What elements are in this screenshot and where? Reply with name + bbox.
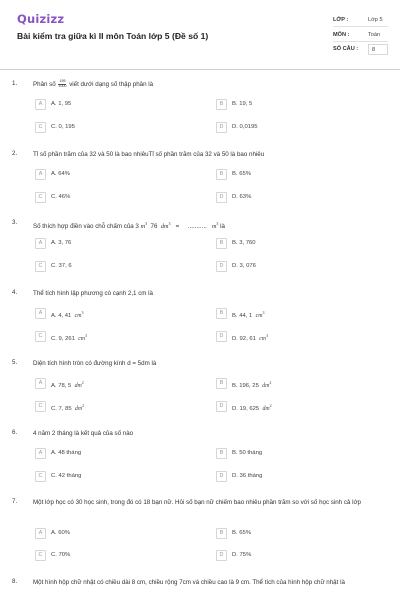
meta-value: 8 <box>368 44 388 55</box>
option-letter-badge: A <box>35 528 46 539</box>
option-a[interactable] <box>35 99 195 110</box>
option-text: C. 37, 6 <box>51 263 72 269</box>
option-letter-badge: D <box>216 331 227 342</box>
meta-subject <box>333 29 388 42</box>
option-a[interactable] <box>35 238 195 249</box>
option-letter-badge: C <box>35 192 46 203</box>
option-a[interactable] <box>35 448 195 459</box>
option-c[interactable] <box>35 331 195 342</box>
option-c[interactable] <box>35 192 195 203</box>
option-letter-badge: D <box>216 401 227 412</box>
option-text: D. 36 tháng <box>232 473 263 479</box>
option-letter-badge: D <box>216 122 227 133</box>
option-text: D. 0,0195 <box>232 124 258 130</box>
option-letter-badge: C <box>35 122 46 133</box>
option-text: A. 64% <box>51 171 70 177</box>
worksheet-header <box>0 0 400 66</box>
question-text: Một lớp học có 30 học sinh, trong đó có 18 bạn nữ. Hỏi số bạn nữ chiếm bao nhiêu phần trăm so với số học sinh cả lớp <box>33 499 361 506</box>
option-text: C. 70% <box>51 552 71 558</box>
option-text: B. 65% <box>232 530 251 536</box>
question-number: 4. <box>12 289 18 296</box>
unit-label: $cm^3$ <box>255 310 265 319</box>
unit-label: $dm^2$ <box>74 380 84 389</box>
option-text: D. 3, 076 <box>232 263 256 269</box>
option-letter-badge: C <box>35 331 46 342</box>
option-text: C. 9, 261 $cm^3$ <box>51 333 88 342</box>
option-text: B. 44, 1 $cm^3$ <box>232 310 265 319</box>
option-c[interactable] <box>35 550 195 561</box>
option-text: A. 4, 41 $cm^3$ <box>51 310 84 319</box>
question-number: 3. <box>12 219 18 226</box>
option-letter-badge: B <box>216 378 227 389</box>
question-number: 7. <box>12 498 18 505</box>
option-letter-badge: B <box>216 528 227 539</box>
blank-dots: ........... <box>187 223 207 231</box>
option-text: A. 3, 76 <box>51 240 72 246</box>
header-divider <box>0 69 400 70</box>
option-text: A. 48 tháng <box>51 450 82 456</box>
option-letter-badge: B <box>216 99 227 110</box>
unit-label: $dm^2$ <box>262 380 272 389</box>
option-letter-badge: A <box>35 448 46 459</box>
option-d[interactable] <box>216 261 376 272</box>
option-text: B. 3, 760 <box>232 240 256 246</box>
option-b[interactable] <box>216 378 376 389</box>
option-text: D. 19, 625 $dm^2$ <box>232 403 272 412</box>
question-number: 6. <box>12 429 18 436</box>
option-letter-badge: D <box>216 550 227 561</box>
option-letter-badge: B <box>216 169 227 180</box>
unit-label: $dm^3$ <box>160 221 171 231</box>
question-number: 1. <box>12 80 18 87</box>
option-c[interactable] <box>35 122 195 133</box>
option-b[interactable] <box>216 308 376 319</box>
option-text: C. 42 tháng <box>51 473 82 479</box>
option-letter-badge: B <box>216 448 227 459</box>
option-text: B. 19, 5 <box>232 101 253 107</box>
option-a[interactable] <box>35 308 195 319</box>
unit-label: $dm^2$ <box>262 403 272 412</box>
option-a[interactable] <box>35 169 195 180</box>
question-text: Tỉ số phần trăm của 32 và 50 là bao nhiêuTỉ số phần trăm của 32 và 50 là bao nhiêu <box>33 151 265 158</box>
option-text: C. 46% <box>51 194 71 200</box>
meta-question-count <box>333 43 388 56</box>
option-b[interactable] <box>216 528 376 539</box>
option-text: D. 75% <box>232 552 252 558</box>
option-a[interactable] <box>35 378 195 389</box>
meta-value: Toán <box>368 32 381 38</box>
option-text: B. 65% <box>232 171 251 177</box>
meta-label: MÔN : <box>333 32 350 38</box>
option-d[interactable] <box>216 471 376 482</box>
option-c[interactable] <box>35 471 195 482</box>
option-letter-badge: D <box>216 261 227 272</box>
meta-label: SỐ CÂU : <box>333 46 359 52</box>
option-text: A. 1, 95 <box>51 101 72 107</box>
meta-class <box>333 14 388 27</box>
option-d[interactable] <box>216 192 376 203</box>
option-b[interactable] <box>216 99 376 110</box>
option-d[interactable] <box>216 550 376 561</box>
unit-label: $m^3$ <box>140 221 148 231</box>
question-text: 4 năm 2 tháng là kết quả của số nào <box>33 430 134 437</box>
question-text: Diện tích hình tròn có đường kính d = 5dm là <box>33 360 157 367</box>
meta-label: LỚP : <box>333 17 349 23</box>
option-letter-badge: C <box>35 550 46 561</box>
option-text: B. 196, 25 $dm^2$ <box>232 380 272 389</box>
option-letter-badge: B <box>216 308 227 319</box>
option-c[interactable] <box>35 261 195 272</box>
option-text: A. 60% <box>51 530 70 536</box>
option-letter-badge: D <box>216 192 227 203</box>
question-text: Số thích hợp điền vào chỗ chấm của 3 $m^3$ 76 $dm^3$ = ........... $m^3$ là <box>33 221 225 231</box>
question-text: Thể tích hình lập phương có cạnh 2,1 cm là <box>33 290 153 297</box>
page-title: Bài kiểm tra giữa kì II môn Toán lớp 5 (Đề số 1) <box>17 31 209 41</box>
option-letter-badge: A <box>35 99 46 110</box>
question-text: Phân số $\frac{195}{1000}$ viết dưới dạng số thập phân là <box>33 79 154 88</box>
option-c[interactable] <box>35 401 195 412</box>
option-d[interactable] <box>216 331 376 342</box>
unit-label: $cm^3$ <box>259 333 269 342</box>
option-text: D. 92, 61 $cm^3$ <box>232 333 269 342</box>
option-b[interactable] <box>216 448 376 459</box>
option-letter-badge: B <box>216 238 227 249</box>
fraction: $\frac{195}{1000}$ <box>58 79 67 88</box>
option-letter-badge: C <box>35 401 46 412</box>
question-number: 2. <box>12 150 18 157</box>
option-letter-badge: D <box>216 471 227 482</box>
question-number: 8. <box>12 578 18 585</box>
unit-label: $cm^3$ <box>78 333 88 342</box>
unit-label: $cm^3$ <box>74 310 84 319</box>
option-letter-badge: C <box>35 471 46 482</box>
option-text: A. 78, 5 $dm^2$ <box>51 380 84 389</box>
unit-label: $m^3$ <box>211 221 219 231</box>
option-letter-badge: A <box>35 238 46 249</box>
option-letter-badge: A <box>35 308 46 319</box>
meta-value: Lớp 5 <box>368 17 383 23</box>
option-b[interactable] <box>216 169 376 180</box>
quizizz-logo: Quizizz <box>17 12 65 26</box>
option-d[interactable] <box>216 401 376 412</box>
option-letter-badge: C <box>35 261 46 272</box>
option-text: C. 7, 85 $dm^2$ <box>51 403 85 412</box>
option-text: B. 50 tháng <box>232 450 263 456</box>
question-text: Một hình hộp chữ nhật có chiều dài 8 cm, chiều rộng 7cm và chiều cao là 9 cm. Thể tích của hình hộp chữ nhật là <box>33 579 345 586</box>
option-letter-badge: A <box>35 169 46 180</box>
option-d[interactable] <box>216 122 376 133</box>
option-a[interactable] <box>35 528 195 539</box>
option-letter-badge: A <box>35 378 46 389</box>
option-text: D. 63% <box>232 194 252 200</box>
option-b[interactable] <box>216 238 376 249</box>
option-text: C. 0, 195 <box>51 124 75 130</box>
question-number: 5. <box>12 359 18 366</box>
unit-label: $dm^2$ <box>74 403 85 412</box>
